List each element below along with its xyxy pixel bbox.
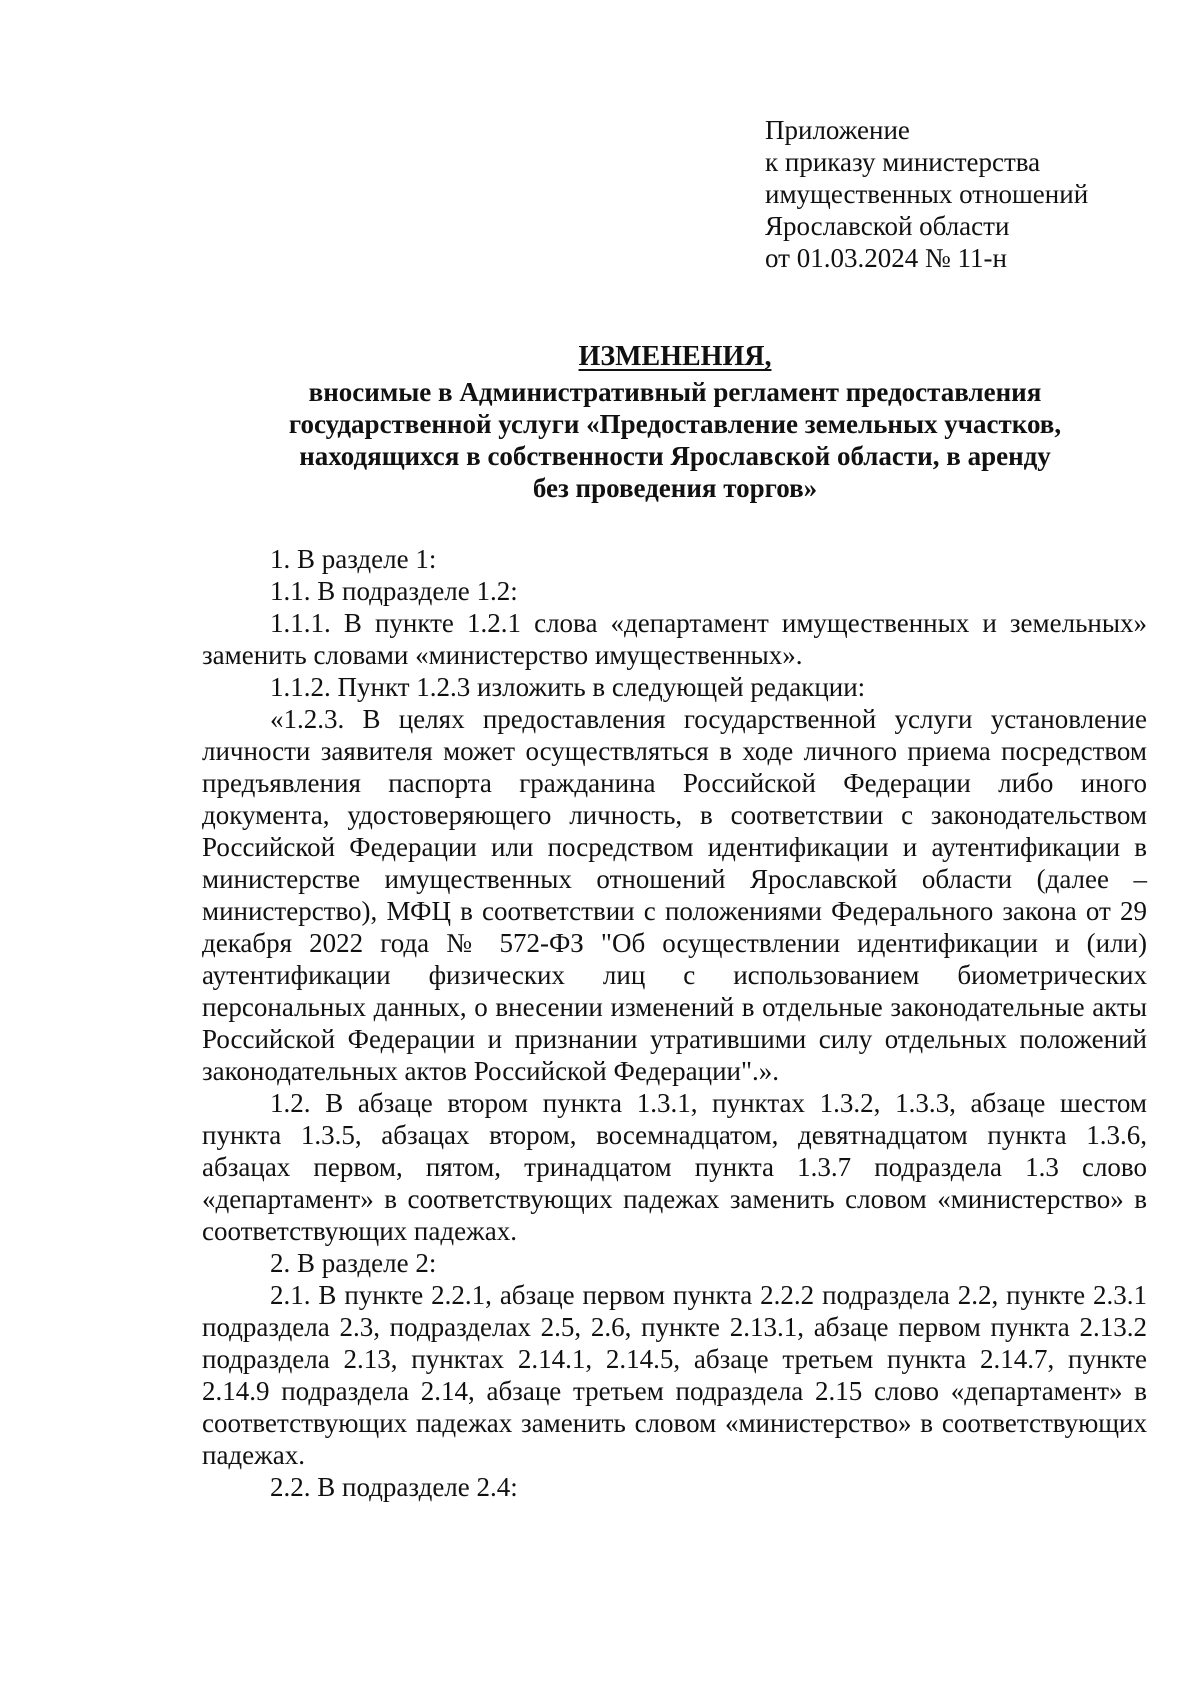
appendix-line: Ярославской области bbox=[765, 211, 1010, 241]
appendix-line: Приложение bbox=[765, 115, 910, 145]
paragraph-section-1: 1. В разделе 1: bbox=[270, 544, 437, 574]
appendix-line: имущественных отношений bbox=[765, 179, 1089, 209]
paragraph-2-2: 2.2. В подразделе 2.4: bbox=[270, 1472, 518, 1502]
paragraph-1-2: 1.2. В абзаце втором пункта 1.3.1, пунктах 1.3.2, 1.3.3, абзаце шестом пункта 1.3.5, абзацах втором, восемнадцатом, девятнадцатом пункта 1.3.6, абзацах первом, пятом, тринадцатом пункта 1.3.7 подраздела 1.3 слово «департамент» в соответствующих падежах заменить словом «министерство» в соответствующих падежах. bbox=[202, 1088, 1147, 1246]
title-subtitle-line: без проведения торгов» bbox=[532, 473, 818, 503]
title-subtitle-line: находящихся в собственности Ярославской области, в аренду bbox=[299, 441, 1051, 471]
appendix-block bbox=[765, 114, 1165, 274]
paragraph-section-2: 2. В разделе 2: bbox=[270, 1248, 437, 1278]
paragraph-1-1: 1.1. В подразделе 1.2: bbox=[270, 576, 518, 606]
appendix-line: к приказу министерства bbox=[765, 147, 1041, 177]
paragraph-1-2-3-quote: «1.2.3. В целях предоставления государственной услуги установление личности заявителя может осуществляться в ходе личного приема посредством предъявления паспорта гражданина Российской Федерации либо иного документа, удостоверяющего личность, в соответствии с законодательством Российской Федерации или посредством идентификации и аутентификации в министерстве имущественных отношений Ярославской области (далее – министерство), МФЦ в соответствии с положениями Федерального закона от 29 декабря 2022 года № 572-ФЗ "Об осуществлении идентификации и (или) аутентификации физических лиц с использованием биометрических персональных данных, о внесении изменений в отдельные законодательные акты Российской Федерации и признании утратившими силу отдельных положений законодательных актов Российской Федерации".». bbox=[202, 704, 1147, 1086]
paragraph-1-1-2: 1.1.2. Пункт 1.2.3 изложить в следующей редакции: bbox=[270, 672, 866, 702]
paragraph-1-1-1: 1.1.1. В пункте 1.2.1 слова «департамент имущественных и земельных» заменить словами «министерство имущественных». bbox=[202, 608, 1147, 670]
title-main: ИЗМЕНЕНИЯ, bbox=[578, 341, 772, 372]
document-title bbox=[200, 340, 1150, 504]
document-body bbox=[202, 543, 1147, 1503]
title-subtitle-line: государственной услуги «Предоставление земельных участков, bbox=[288, 409, 1062, 439]
title-subtitle-line: вносимые в Административный регламент предоставления bbox=[308, 377, 1042, 407]
title-subtitle bbox=[200, 376, 1150, 504]
appendix-line: от 01.03.2024 № 11-н bbox=[765, 243, 1007, 273]
paragraph-2-1: 2.1. В пункте 2.2.1, абзаце первом пункта 2.2.2 подраздела 2.2, пункте 2.3.1 подраздела 2.3, подразделах 2.5, 2.6, пункте 2.13.1, абзаце первом пункта 2.13.2 подраздела 2.13, пунктах 2.14.1, 2.14.5, абзаце третьем пункта 2.14.7, пункте 2.14.9 подраздела 2.14, абзаце третьем подраздела 2.15 слово «департамент» в соответствующих падежах заменить словом «министерство» в соответствующих падежах. bbox=[202, 1280, 1147, 1470]
